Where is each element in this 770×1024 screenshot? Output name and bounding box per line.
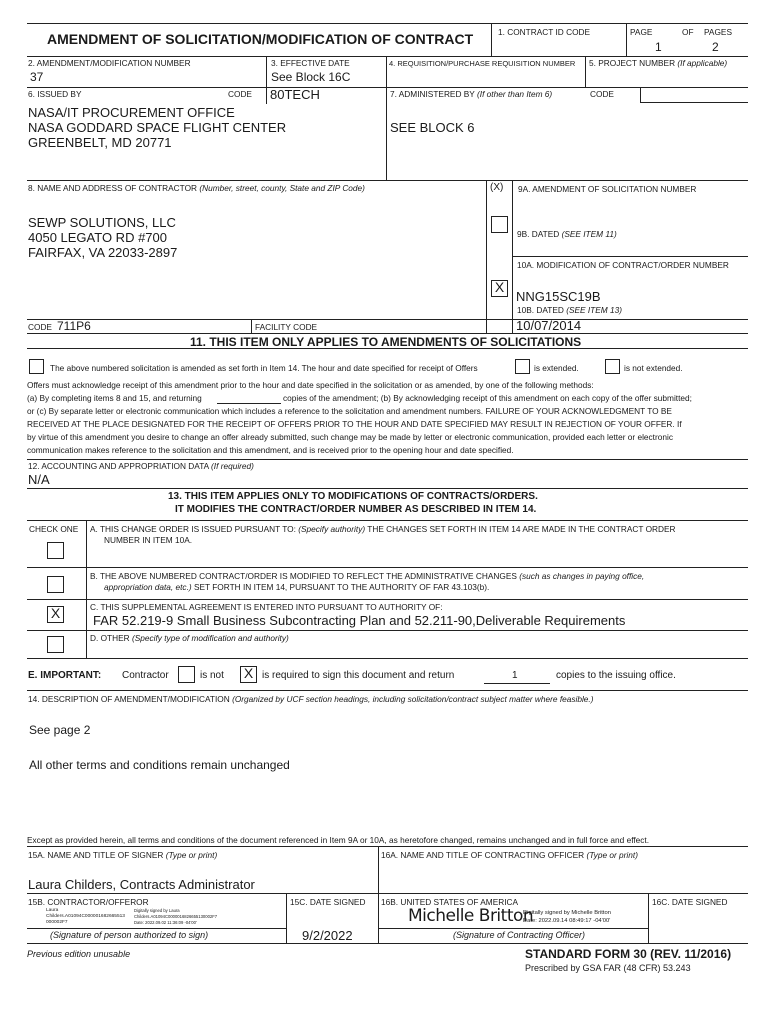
item13-heading-1: 13. THIS ITEM APPLIES ONLY TO MODIFICATIONS OF CONTRACTS/ORDERS. (168, 491, 538, 502)
is-not-extended-label: is not extended. (624, 363, 683, 373)
item10a-checkbox[interactable]: X (491, 280, 508, 297)
is-not-extended-checkbox[interactable] (605, 359, 620, 374)
item13a-line-1 (90, 524, 676, 534)
contractor-line-3[interactable]: FAIRFAX, VA 22033-2897 (28, 245, 178, 260)
important-tail: copies to the issuing office. (556, 670, 676, 681)
item13c-authority[interactable]: FAR 52.219-9 Small Business Subcontracting Plan and 52.211-90,Deliverable Requirements (93, 613, 626, 628)
effective-date[interactable]: See Block 16C (271, 70, 351, 84)
rule (266, 56, 267, 104)
rule (27, 599, 748, 600)
rule (27, 488, 748, 489)
item12-label-text: 12. ACCOUNTING AND APPROPRIATION DATA (28, 461, 209, 471)
rule (27, 567, 748, 568)
item11-heading: 11. THIS ITEM ONLY APPLIES TO AMENDMENTS OF SOLICITATIONS (190, 335, 582, 349)
rule (27, 928, 286, 929)
item10b-label-text: 10B. DATED (517, 305, 564, 315)
rule (27, 690, 748, 691)
item13d-italic: (Specify type of modification and authority) (131, 633, 289, 643)
rule (27, 180, 748, 181)
rule (378, 928, 648, 929)
item9b-label-text: 9B. DATED (517, 229, 560, 239)
item11-line-4: RECEIVED AT THE PLACE DESIGNATED FOR THE RECEIPT OF OFFERS PRIOR TO THE HOUR AND DATE SPECIFIED MAY RESULT IN REJECTION OF YOUR OFFER. If (27, 419, 682, 429)
item5-label (589, 58, 727, 68)
rule (27, 846, 748, 847)
rule (27, 23, 748, 24)
item13-heading-2: IT MODIFIES THE CONTRACT/ORDER NUMBER AS DESCRIBED IN ITEM 14. (175, 504, 537, 515)
item11-line-1: Offers must acknowledge receipt of this amendment prior to the hour and date specified in the solicitation or as amended, by one of the following methods: (27, 380, 594, 390)
contractor-signature-left-3: 000002F7 (46, 920, 68, 925)
modification-date[interactable]: 10/07/2014 (516, 318, 582, 333)
item11-line-6: communication makes reference to the solicitation and this amendment, and is received prior to the opening hour and date specified. (27, 445, 514, 455)
item14-line-1[interactable]: See page 2 (29, 723, 91, 737)
rule (27, 56, 748, 57)
item13d-checkbox[interactable] (47, 636, 64, 653)
item13c-checkbox[interactable]: X (47, 606, 64, 623)
contractor-signature-right-2: Childers.A01094C0000016826655130002F7 (134, 914, 218, 919)
x-column-label: (X) (490, 182, 504, 193)
item16a-label-suffix: (Type or print) (586, 850, 638, 860)
rule (27, 319, 748, 320)
rule (286, 893, 287, 943)
contractor-line-2[interactable]: 4050 LEGATO RD #700 (28, 230, 167, 245)
important-required-checkbox[interactable]: X (240, 666, 257, 683)
item12-label (28, 461, 254, 471)
item13b-checkbox[interactable] (47, 576, 64, 593)
item16a-label-text: 16A. NAME AND TITLE OF CONTRACTING OFFICER (381, 850, 585, 860)
pages-label: PAGES (704, 27, 732, 37)
item15a-label (28, 850, 217, 860)
except-text: Except as provided herein, all terms and conditions of the document referenced in Item 9A or 10A, as heretofore changed, remains unchanged and in full force and effect. (27, 835, 650, 845)
item14-label-text: 14. DESCRIPTION OF AMENDMENT/MODIFICATION (28, 694, 230, 704)
item7-label-suffix: (If other than Item 6) (477, 89, 553, 99)
item8-label (28, 183, 365, 193)
previous-edition: Previous edition unusable (27, 949, 131, 959)
item16a-label (381, 850, 638, 860)
important-text: is required to sign this document and return (262, 670, 455, 681)
item7-label-text: 7. ADMINISTERED BY (390, 89, 475, 99)
officer-digital-2: Date: 2022.09.14 08:49:17 -04'00' (523, 918, 611, 924)
rule (585, 56, 586, 87)
item13a-end: THE CHANGES SET FORTH IN ITEM 14 ARE MADE IN THE CONTRACT ORDER (367, 524, 676, 534)
modification-number[interactable]: NNG15SC19B (516, 289, 601, 304)
is-extended-label: is extended. (534, 363, 579, 373)
item9b-label-suffix: (SEE ITEM 11) (561, 229, 617, 239)
contractor-signature-left-2: Childers.A01094C000001682665513 (46, 914, 125, 919)
item15b-label: 15B. CONTRACTOR/OFFEROR (28, 897, 149, 907)
item9a-label: 9A. AMENDMENT OF SOLICITATION NUMBER (518, 184, 697, 194)
item11-line-5: by virtue of this amendment you desire to change an offer already submitted, such change may be made by letter or electronic communication, provided each letter or electronic (27, 432, 673, 442)
item16b-label: 16B. UNITED STATES OF AMERICA (381, 897, 519, 907)
rule (640, 87, 641, 102)
item13d-line-1 (90, 633, 289, 643)
item13a-checkbox[interactable] (47, 542, 64, 559)
important-not-checkbox[interactable] (178, 666, 195, 683)
item11-line-2b: copies of the amendment; (b) By acknowledging receipt of this amendment on each copy of the offer submitted; (283, 393, 692, 403)
rule (626, 23, 627, 56)
item11-line-2a: (a) By completing items 8 and 15, and returning (27, 393, 202, 403)
important-is-not: is not (200, 670, 224, 681)
item15a-label-text: 15A. NAME AND TITLE OF SIGNER (28, 850, 164, 860)
officer-signature: Michelle Britton (408, 906, 534, 926)
item3-label: 3. EFFECTIVE DATE (271, 58, 350, 68)
item13b-italic-2: appropriation data, etc.) (104, 582, 192, 592)
item2-label: 2. AMENDMENT/MODIFICATION NUMBER (28, 58, 191, 68)
rule (27, 658, 748, 659)
item8-label-text: 8. NAME AND ADDRESS OF CONTRACTOR (28, 183, 198, 193)
item13c-line-1: C. THIS SUPPLEMENTAL AGREEMENT IS ENTERED INTO PURSUANT TO AUTHORITY OF: (90, 602, 443, 612)
item13b-line-1 (90, 571, 644, 581)
check-one-label: CHECK ONE (29, 524, 79, 534)
item13b-text: B. THE ABOVE NUMBERED CONTRACT/ORDER IS MODIFIED TO REFLECT THE ADMINISTRATIVE CHANGES (90, 571, 517, 581)
item13b-italic: (such as changes in paying office, (519, 571, 645, 581)
contractor-line-1[interactable]: SEWP SOLUTIONS, LLC (28, 215, 176, 230)
item11-checkbox[interactable] (29, 359, 44, 374)
rule (251, 319, 252, 333)
contractor-code-label: CODE (28, 322, 52, 332)
item15a-label-suffix: (Type or print) (165, 850, 218, 860)
item7-label (390, 89, 552, 99)
rule (640, 102, 748, 103)
form-title: AMENDMENT OF SOLICITATION/MODIFICATION OF CONTRACT (47, 31, 474, 47)
facility-code-label: FACILITY CODE (255, 322, 318, 332)
issued-by-line-2[interactable]: NASA GODDARD SPACE FLIGHT CENTER (28, 120, 287, 135)
page-number[interactable]: 1 (655, 40, 662, 54)
item11-line-3: or (c) By separate letter or electronic communication which includes a reference to the solicitation and amendment numbers. FAILURE OF YOUR ACKNOWLEDGMENT TO BE (27, 406, 672, 416)
rule (27, 630, 748, 631)
contractor-signature-right-3: Date: 2022.09.02 11:36:09 -04'00' (134, 920, 197, 925)
item7-code-label: CODE (590, 89, 614, 99)
item12-label-suffix: (If required) (211, 461, 254, 471)
rule (27, 459, 748, 460)
rule (86, 520, 87, 658)
item14-label-suffix: (Organized by UCF section headings, including solicitation/contract subject matter where feasible.) (232, 694, 594, 704)
page-label: PAGE (630, 27, 653, 37)
item15c-label: 15C. DATE SIGNED (290, 897, 366, 907)
form-number: STANDARD FORM 30 (REV. 11/2016) (525, 947, 732, 961)
return-copies[interactable]: 1 (512, 670, 518, 681)
important-label: E. IMPORTANT: (28, 670, 102, 681)
officer-signature-caption: (Signature of Contracting Officer) (453, 930, 586, 940)
item5-label-text: 5. PROJECT NUMBER (589, 58, 676, 68)
accounting-data[interactable]: N/A (28, 472, 50, 487)
item10a-label: 10A. MODIFICATION OF CONTRACT/ORDER NUMBER (517, 260, 729, 270)
signer-name[interactable]: Laura Childers, Contracts Administrator (28, 877, 255, 892)
rule (648, 893, 649, 943)
administered-by[interactable]: SEE BLOCK 6 (390, 120, 475, 135)
officer-digital-1: Digitally signed by Michelle Britton (523, 910, 611, 916)
prescribed-by: Prescribed by GSA FAR (48 CFR) 53.243 (525, 963, 691, 973)
rule (486, 180, 487, 333)
item13a-text: A. THIS CHANGE ORDER IS ISSUED PURSUANT TO: (90, 524, 296, 534)
contractor-date-signed[interactable]: 9/2/2022 (302, 928, 353, 943)
copies-blank[interactable] (217, 403, 281, 404)
rule (512, 256, 748, 257)
contractor-signature-right-1: Digitally signed by Laura (134, 908, 180, 913)
item10b-label-suffix: (SEE ITEM 13) (566, 305, 622, 315)
item6-label: 6. ISSUED BY (28, 89, 82, 99)
amendment-number[interactable]: 37 (30, 70, 44, 84)
total-pages[interactable]: 2 (712, 40, 719, 54)
item14-line-2[interactable]: All other terms and conditions remain unchanged (29, 758, 290, 772)
item9a-checkbox[interactable] (491, 216, 508, 233)
rule (491, 23, 492, 56)
item16c-label: 16C. DATE SIGNED (652, 897, 728, 907)
item9b-label (517, 229, 617, 239)
item13b-line-2 (104, 582, 489, 592)
issued-by-line-1[interactable]: NASA/IT PROCUREMENT OFFICE (28, 105, 235, 120)
contract-id-code-label: 1. CONTRACT ID CODE (498, 27, 591, 37)
item13a-line-2: NUMBER IN ITEM 10A. (104, 535, 193, 545)
contractor-signature-left-1: Laura (46, 908, 59, 913)
rule (386, 56, 387, 180)
of-label: OF (682, 27, 694, 37)
item4-label: 4. REQUISITION/PURCHASE REQUISITION NUMBER (389, 59, 576, 68)
contractor-code[interactable]: 711P6 (57, 319, 91, 333)
is-extended-checkbox[interactable] (515, 359, 530, 374)
item13a-authority: (Specify authority) (298, 524, 366, 534)
item6-code-label: CODE (228, 89, 252, 99)
item10b-label (517, 305, 622, 315)
item14-label (28, 694, 593, 704)
item11-intro: The above numbered solicitation is amended as set forth in Item 14. The hour and date specified for receipt of Offers (50, 363, 478, 373)
item5-label-suffix: (If applicable) (677, 58, 728, 68)
issued-by-line-3[interactable]: GREENBELT, MD 20771 (28, 135, 172, 150)
rule (27, 520, 748, 521)
item13d-text: D. OTHER (90, 633, 130, 643)
rule (27, 893, 748, 894)
rule (27, 943, 748, 944)
rule (27, 333, 748, 334)
item13b-text-2: SET FORTH IN ITEM 14, PURSUANT TO THE AUTHORITY OF FAR 43.103(b). (193, 582, 490, 592)
item8-label-suffix: (Number, street, county, State and ZIP Code) (199, 183, 365, 193)
contractor-signature-caption: (Signature of person authorized to sign) (50, 930, 209, 940)
issued-by-code[interactable]: 80TECH (270, 87, 320, 102)
rule (512, 180, 513, 333)
important-contractor: Contractor (122, 670, 169, 681)
return-copies-blank (484, 683, 550, 684)
